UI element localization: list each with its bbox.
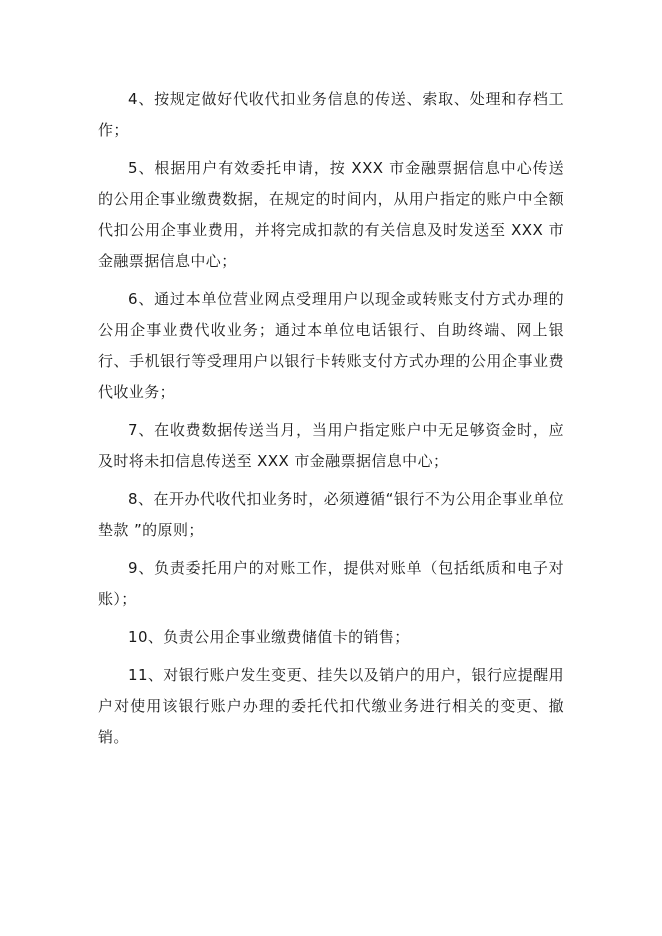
paragraph-item-9: 9、负责委托用户的对账工作，提供对账单（包括纸质和电子对账）； [98,559,564,608]
paragraph-item-10: 10、负责公用企事业缴费储值卡的销售； [128,628,410,646]
paragraph-item-6: 6、通过本单位营业网点受理用户以现金或转账支付方式办理的公用企事业费代收业务；通过本单位电话银行、自助终端、网上银行、手机银行等受理用户以银行卡转账支付方式办理的公用企事业费代收业务； [98,290,564,401]
document-body [98,84,564,760]
paragraph-item-4: 4、按规定做好代收代扣业务信息的传送、索取、处理和存档工作； [98,90,564,139]
paragraph-item-7: 7、在收费数据传送当月，当用户指定账户中无足够资金时，应及时将未扣信息传送至 XXX 市金融票据信息中心； [98,421,564,470]
paragraph-item-8: 8、在开办代收代扣业务时，必须遵循“银行不为公用企事业单位垫款 ”的原则； [98,490,564,539]
paragraph-item-11: 11、对银行账户发生变更、挂失以及销户的用户，银行应提醒用户对使用该银行账户办理的委托代扣代缴业务进行相关的变更、撤销。 [98,666,564,746]
paragraph-item-5: 5、根据用户有效委托申请，按 XXX 市金融票据信息中心传送的公用企事业缴费数据，在规定的时间内，从用户指定的账户中全额代扣公用企事业费用，并将完成扣款的有关信息及时发送至 XXX 市金融票据信息中心； [98,159,564,270]
